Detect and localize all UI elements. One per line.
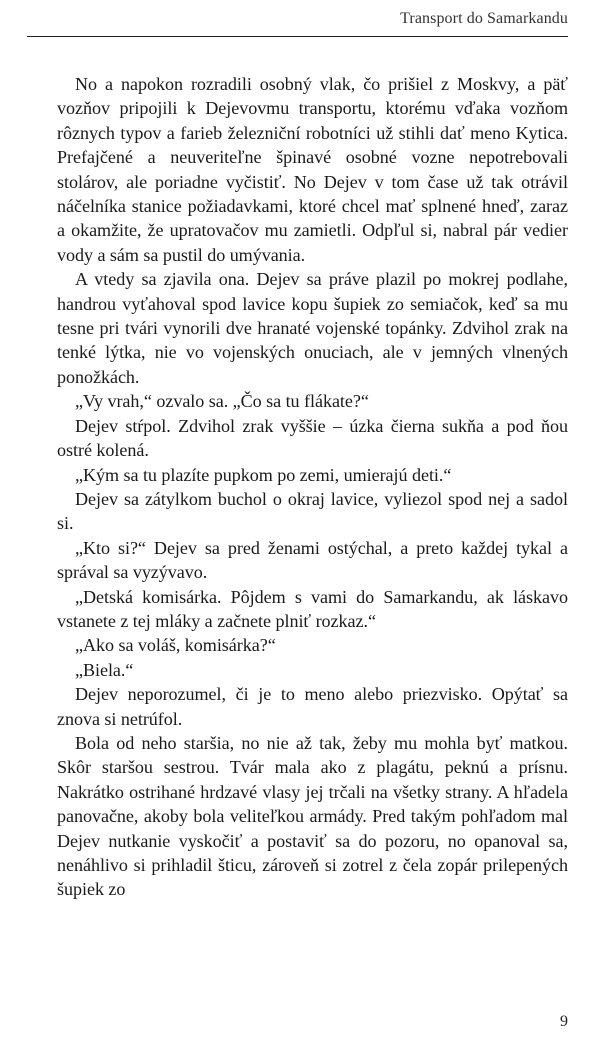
paragraph: A vtedy sa zjavila ona. Dejev sa práve plazil po mokrej podlahe, handrou vyťahoval spod lavice kopu šupiek zo semiačok, keď sa mu tesne pri tvári vynorili dve hranaté vojenské topánky. Zdvihol zrak na tenké lýtka, nie vo vojenských onuciach, ale v jemných vlnených ponožkách. [57,269,568,387]
paragraph: Dejev stŕpol. Zdvihol zrak vyššie – úzka čierna sukňa a pod ňou ostré kolená. [57,415,568,461]
paragraph: „Detská komisárka. Pôjdem s vami do Samarkandu, ak láskavo vstanete z tej mláky a začnete plniť rozkaz.“ [57,586,568,631]
paragraph: „Kým sa tu plazíte pupkom po zemi, umierajú deti.“ [75,464,452,485]
paragraph: „Kto si?“ Dejev sa pred ženami ostýchal, a preto každej tykal a správal sa vyzývavo. [57,537,568,583]
paragraph: Dejev neporozumel, či je to meno alebo priezvisko. Opýtať sa znova si netrúfol. [57,684,568,729]
paragraph: „Ako sa voláš, komisárka?“ [75,635,276,656]
paragraph: Bola od neho staršia, no nie až tak, žeby mu mohla byť matkou. Skôr staršou sestrou. Tvár mala ako z plagátu, peknú a prísnu. Nakrátko ostrihané hrdzavé vlasy jej trčali na všetky strany. A hľadela panovačne, akoby bola veliteľkou armády. Pred takým pohľadom mal Dejev nutkanie vyskočiť a postaviť sa do pozoru, no opanoval sa, nenáhlivo si prihladil šticu, zároveň si zotrel z čela zopár prilepených šupiek zo [57,732,568,900]
running-title: Transport do Samarkandu [400,10,568,27]
paragraph: „Biela.“ [75,659,134,680]
paragraph: Dejev sa zátylkom buchol o okraj lavice, vyliezol spod nej a sadol si. [57,488,568,534]
page-number: 9 [560,1013,568,1030]
running-header [27,8,568,37]
paragraph: „Vy vrah,“ ozvalo sa. „Čo sa tu flákate?“ [75,391,369,412]
body-text [57,72,568,902]
paragraph: No a napokon rozradili osobný vlak, čo prišiel z Moskvy, a päť vozňov pripojili k Dejevovmu transportu, ktorému vďaka vozňom rôznych typov a farieb železniční robotníci už stihli dať meno Kytica. Prefajčené a neuveriteľne špinavé osobné vozne nepotrebovali stolárov, ale poriadne vyčistiť. No Dejev v tom čase už tak otrávil náčelníka stanice požiadavkami, ktoré chcel mať splnené hneď, zaraz a okamžite, že upratovačov mu zamietli. Odpľul si, nabral pár vedier vody a sám sa pustil do umývania. [57,74,568,265]
